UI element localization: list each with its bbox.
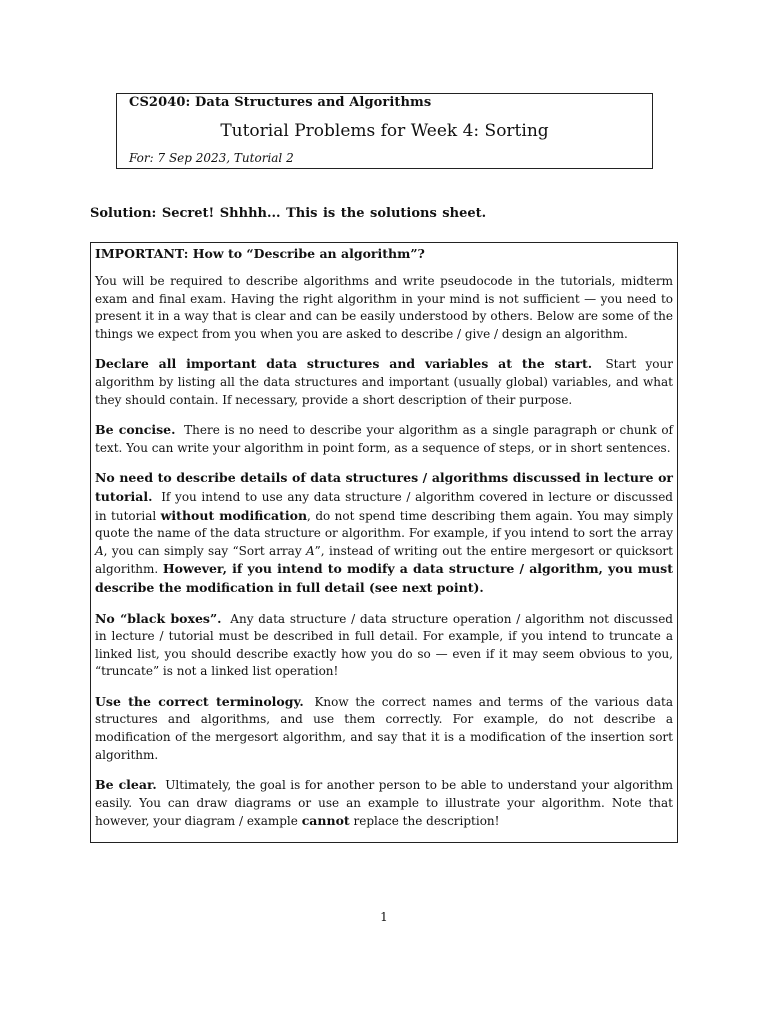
concise-lead: Be concise. xyxy=(95,422,176,438)
clear-bold: cannot xyxy=(301,813,350,829)
clear-text-1: Ultimately, the goal is for another person to be able to understand your algorithm easily. You can draw diagrams or use an example to illustrate your algorithm. Note that however, your diagram / example xyxy=(95,778,673,829)
course-title: CS2040: Data Structures and Algorithms xyxy=(129,95,432,110)
black-boxes-text: Any data structure / data structure operation / algorithm not discussed in lecture / tutorial must be described in full detail. For example, if you intend to truncate a linked list, you should describe exactly how you do so — even if it may seem obvious to you, “truncate” is not a linked list operation! xyxy=(95,611,673,679)
no-need-text-1: If you intend to use any data structure / algorithm covered in lecture or discussed in tutorial xyxy=(95,489,673,523)
clear-text-2: replace the description! xyxy=(353,814,500,829)
no-need-text-4: ”, instead of writing out the entire mergesort or quicksort algorithm. xyxy=(95,543,673,577)
concise-text: There is no need to describe your algorithm as a single paragraph or chunk of text. You can write your algorithm in point form, as a sequence of steps, or in short sentences. xyxy=(95,423,673,455)
no-need-text-3: , you can simply say “Sort array xyxy=(103,543,302,558)
terminology-paragraph xyxy=(95,693,673,764)
important-box xyxy=(90,242,678,843)
terminology-lead: Use the correct terminology. xyxy=(95,693,304,709)
variable-a-2: A xyxy=(306,543,315,558)
clear-lead: Be clear. xyxy=(95,777,157,793)
page-number: 1 xyxy=(380,910,388,924)
tutorial-date: For: 7 Sep 2023, Tutorial 2 xyxy=(129,151,294,165)
declare-text: Start your algorithm by listing all the data structures and important (usually global) variables, and what they should contain. If necessary, provide a short description of their purpose. xyxy=(95,357,673,407)
black-boxes-paragraph xyxy=(95,610,673,681)
declare-paragraph xyxy=(95,355,673,409)
no-need-bold-2: However, if you intend to modify a data structure / algorithm, you must describe the modification in full detail (see next point). xyxy=(95,561,673,595)
intro-paragraph: You will be required to describe algorithms and write pseudocode in the tutorials, midterm exam and final exam. Having the right algorithm in your mind is not sufficient — you need to present it in a way that is clear and can be easily understood by others. Below are some of the things we expect from you when you are asked to describe / give / design an algorithm. xyxy=(95,274,673,341)
tutorial-title: Tutorial Problems for Week 4: Sorting xyxy=(220,121,549,141)
header-box xyxy=(116,93,653,169)
clear-paragraph xyxy=(95,776,673,831)
no-need-lead: No need to describe details of data structures / algorithms discussed in lecture or tutorial. xyxy=(95,470,673,504)
solution-note: Solution: Secret! Shhhh... This is the solutions sheet. xyxy=(90,206,487,221)
no-need-paragraph xyxy=(95,469,673,597)
declare-lead: Declare all important data structures and variables at the start. xyxy=(95,356,593,372)
important-heading: IMPORTANT: How to “Describe an algorithm”? xyxy=(95,246,425,261)
black-boxes-lead: No “black boxes”. xyxy=(95,610,222,626)
concise-paragraph xyxy=(95,421,673,457)
variable-a: A xyxy=(95,543,104,558)
no-need-bold-1: without modification xyxy=(160,507,308,523)
terminology-text: Know the correct names and terms of the various data structures and algorithms, and use them correctly. For example, do not describe a modification of the mergesort algorithm, and say that it is a modification of the insertion sort algorithm. xyxy=(95,694,673,762)
no-need-text-2: , do not spend time describing them again. You may simply quote the name of the data structure or algorithm. For example, if you intend to sort the array xyxy=(95,508,673,541)
